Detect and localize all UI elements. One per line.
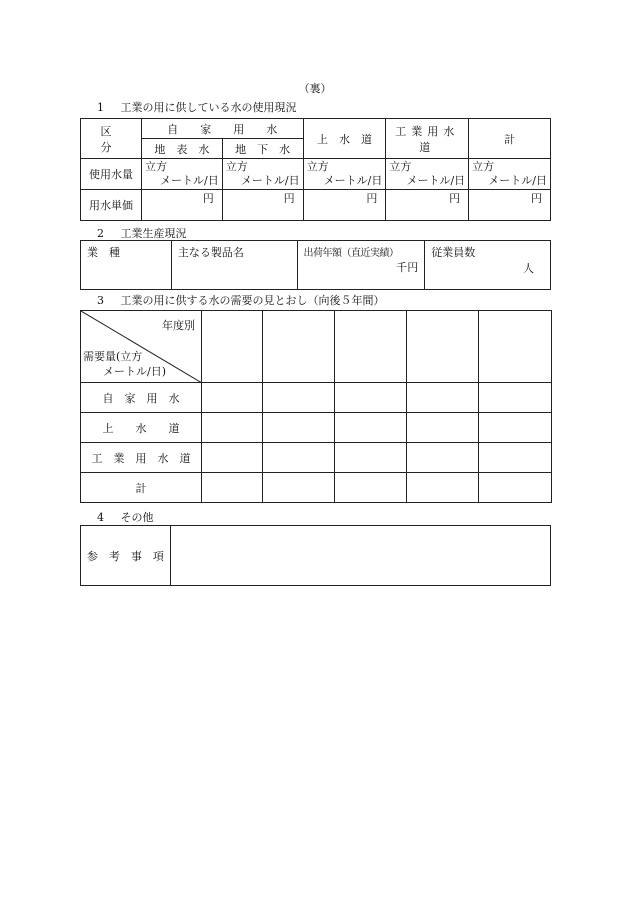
section-2-number: 2	[97, 227, 104, 240]
usage-surface-cell[interactable]	[141, 159, 222, 190]
production-table	[80, 240, 551, 290]
data-cell[interactable]	[202, 413, 263, 443]
unit-line2: メートル/日	[240, 174, 300, 187]
header-groundwater: 地 下 水	[222, 139, 303, 159]
usage-total-cell[interactable]	[469, 159, 551, 190]
unit-line2: メートル/日	[160, 174, 219, 187]
section-1-label: 工業の用に供している水の使用現況	[120, 101, 297, 114]
demand-line1: 需要量(立方	[83, 350, 143, 363]
data-cell[interactable]	[335, 413, 407, 443]
usage-tap-cell[interactable]	[303, 159, 386, 190]
data-cell[interactable]	[407, 383, 479, 413]
year-4-cell[interactable]	[407, 311, 479, 383]
data-cell[interactable]	[263, 383, 335, 413]
row-industrial-water: 工 業 用 水 道	[81, 443, 202, 473]
unit-line1: 立方	[225, 160, 248, 173]
header-private-water: 自 家 用 水	[141, 119, 303, 139]
shipment-cell[interactable]	[297, 241, 425, 290]
header-industrial-water: 工業用水道	[386, 119, 469, 159]
section-4-label: その他	[120, 511, 154, 524]
price-tap-cell[interactable]: 円	[303, 190, 386, 221]
section-2-title	[97, 225, 187, 241]
data-cell[interactable]	[479, 383, 552, 413]
data-cell[interactable]	[335, 383, 407, 413]
section-4-number: 4	[97, 511, 104, 524]
row-private-water: 自 家 用 水	[81, 383, 202, 413]
unit-line1: 立方	[144, 160, 167, 173]
shipment-label: 出荷年額（直近実績）	[303, 248, 399, 259]
unit-line2: メートル/日	[488, 174, 547, 187]
row-total: 計	[81, 473, 202, 503]
unit-line1: 立方	[472, 160, 495, 173]
data-cell[interactable]	[335, 473, 407, 503]
section-3-number: 3	[97, 294, 104, 307]
demand-forecast-table	[80, 310, 552, 503]
price-total-cell[interactable]: 円	[469, 190, 551, 221]
unit-line2: メートル/日	[406, 174, 466, 187]
data-cell[interactable]	[407, 413, 479, 443]
main-product-label: 主なる製品名	[177, 246, 244, 259]
section-1-number: 1	[97, 101, 104, 114]
remarks-table	[80, 525, 551, 586]
data-cell[interactable]	[407, 443, 479, 473]
data-cell[interactable]	[479, 473, 552, 503]
section-1-title	[97, 99, 297, 115]
data-cell[interactable]	[202, 443, 263, 473]
unit-line2: メートル/日	[323, 174, 383, 187]
remarks-input-cell[interactable]	[170, 526, 550, 586]
water-usage-table	[80, 118, 551, 221]
usage-industrial-cell[interactable]	[386, 159, 469, 190]
industry-type-label: 業 種	[87, 246, 120, 259]
year-3-cell[interactable]	[335, 311, 407, 383]
price-surface-cell[interactable]: 円	[141, 190, 222, 221]
price-ground-cell[interactable]: 円	[222, 190, 303, 221]
data-cell[interactable]	[202, 383, 263, 413]
employees-label: 従業員数	[431, 246, 476, 259]
year-1-cell[interactable]	[202, 311, 263, 383]
main-product-cell[interactable]	[171, 241, 297, 290]
data-cell[interactable]	[263, 413, 335, 443]
data-cell[interactable]	[335, 443, 407, 473]
year-header-label: 年度別	[162, 319, 195, 332]
price-industrial-cell[interactable]: 円	[386, 190, 469, 221]
demand-header-label	[83, 349, 166, 379]
shipment-unit: 千円	[396, 261, 419, 274]
remarks-label: 参 考 事 項	[81, 526, 171, 586]
header-tap-water: 上 水 道	[303, 119, 386, 159]
usage-ground-cell[interactable]	[222, 159, 303, 190]
industry-type-cell[interactable]	[81, 241, 172, 290]
demand-line2: メートル/日)	[103, 365, 166, 378]
employees-cell[interactable]	[425, 241, 551, 290]
diagonal-header-cell	[81, 311, 202, 383]
year-5-cell[interactable]	[479, 311, 552, 383]
page-header: （裏）	[298, 82, 332, 95]
section-3-label: 工業の用に供する水の需要の見とおし（向後５年間）	[120, 294, 385, 307]
row-tap-water: 上 水 道	[81, 413, 202, 443]
row-usage-label: 使用水量	[81, 159, 142, 190]
unit-line1: 立方	[389, 160, 412, 173]
data-cell[interactable]	[263, 473, 335, 503]
year-2-cell[interactable]	[263, 311, 335, 383]
section-2-label: 工業生産現況	[120, 227, 187, 240]
row-price-label: 用水単価	[81, 190, 142, 221]
unit-line1: 立方	[306, 160, 329, 173]
header-total: 計	[469, 119, 551, 159]
employees-unit: 人	[523, 262, 534, 275]
data-cell[interactable]	[479, 413, 552, 443]
data-cell[interactable]	[202, 473, 263, 503]
section-4-title	[97, 509, 154, 525]
data-cell[interactable]	[263, 443, 335, 473]
data-cell[interactable]	[407, 473, 479, 503]
data-cell[interactable]	[479, 443, 552, 473]
header-surface-water: 地 表 水	[141, 139, 222, 159]
header-kubun: 区 分	[81, 119, 142, 159]
section-3-title	[97, 292, 385, 308]
